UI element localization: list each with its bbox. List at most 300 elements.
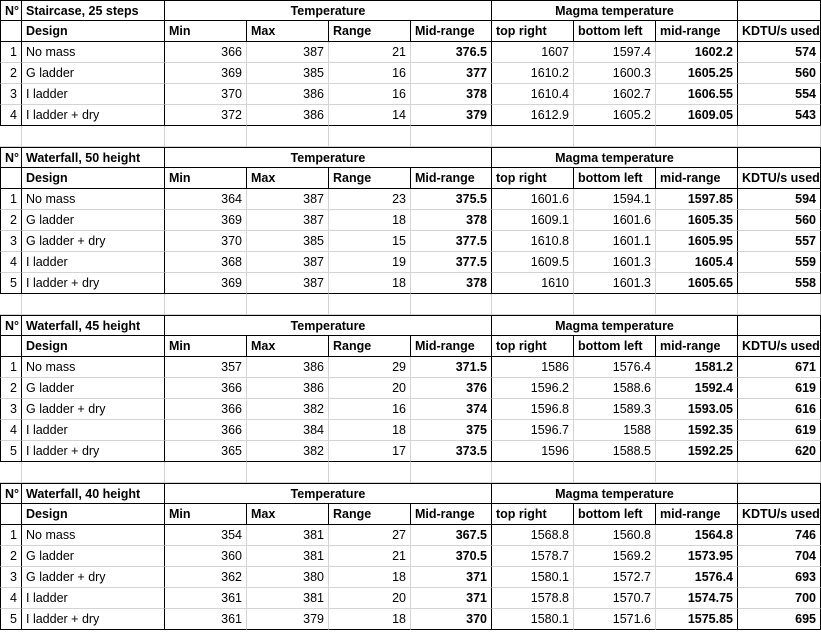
cell-n[interactable]: 3 xyxy=(0,84,22,105)
cell-range[interactable]: 20 xyxy=(329,378,411,399)
cell-mag-mid[interactable]: 1602.2 xyxy=(656,42,738,63)
table-row xyxy=(0,231,821,252)
kdtu-group-header[interactable] xyxy=(738,147,821,168)
column-header-n[interactable] xyxy=(0,168,22,189)
cell-bottom-left[interactable]: 1571.6 xyxy=(574,609,656,630)
cell-kdtu[interactable]: 543 xyxy=(738,105,821,126)
cell-bottom-left[interactable]: 1594.1 xyxy=(574,189,656,210)
cell-kdtu[interactable]: 616 xyxy=(738,399,821,420)
cell-bottom-left[interactable]: 1589.3 xyxy=(574,399,656,420)
column-header-design[interactable]: Design xyxy=(22,504,165,525)
cell-bottom-left[interactable]: 1601.3 xyxy=(574,252,656,273)
column-header-design[interactable]: Design xyxy=(22,168,165,189)
cell-mag-mid[interactable]: 1605.35 xyxy=(656,210,738,231)
cell-n[interactable]: 3 xyxy=(0,231,22,252)
cell-range[interactable]: 18 xyxy=(329,420,411,441)
cell-n[interactable]: 2 xyxy=(0,546,22,567)
column-header-design[interactable]: Design xyxy=(22,336,165,357)
cell-mag-mid[interactable]: 1609.05 xyxy=(656,105,738,126)
blank-cell[interactable] xyxy=(165,126,247,147)
temperature-group-header[interactable]: Temperature xyxy=(165,147,492,168)
cell-mag-mid[interactable]: 1605.65 xyxy=(656,273,738,294)
cell-max[interactable]: 381 xyxy=(247,588,329,609)
magma-temperature-group-header[interactable]: Magma temperature xyxy=(492,147,738,168)
table-row xyxy=(0,189,821,210)
cell-mag-mid[interactable]: 1576.4 xyxy=(656,567,738,588)
cell-min[interactable]: 365 xyxy=(165,441,247,462)
column-header-mag-mid[interactable]: mid-range xyxy=(656,336,738,357)
magma-temperature-group-header[interactable]: Magma temperature xyxy=(492,0,738,21)
column-header-mid[interactable]: Mid-range xyxy=(411,168,492,189)
cell-kdtu[interactable]: 693 xyxy=(738,567,821,588)
cell-range[interactable]: 23 xyxy=(329,189,411,210)
cell-range[interactable]: 14 xyxy=(329,105,411,126)
cell-mid[interactable]: 373.5 xyxy=(411,441,492,462)
cell-max[interactable]: 382 xyxy=(247,399,329,420)
cell-bottom-left[interactable]: 1600.3 xyxy=(574,63,656,84)
temperature-group-header[interactable]: Temperature xyxy=(165,315,492,336)
kdtu-group-header[interactable] xyxy=(738,0,821,21)
cell-kdtu[interactable]: 558 xyxy=(738,273,821,294)
column-header-kdtu[interactable]: KDTU/s used xyxy=(738,168,821,189)
section-title[interactable]: Waterfall, 40 height xyxy=(22,483,165,504)
cell-min[interactable]: 364 xyxy=(165,189,247,210)
blank-cell[interactable] xyxy=(738,126,821,147)
cell-top-right[interactable]: 1610.4 xyxy=(492,84,574,105)
cell-bottom-left[interactable]: 1601.6 xyxy=(574,210,656,231)
cell-mag-mid[interactable]: 1564.8 xyxy=(656,525,738,546)
column-header-n[interactable]: N° xyxy=(0,315,22,336)
blank-cell[interactable] xyxy=(165,294,247,315)
cell-mid[interactable]: 377 xyxy=(411,63,492,84)
cell-range[interactable]: 21 xyxy=(329,546,411,567)
table-row xyxy=(0,420,821,441)
column-header-range[interactable]: Range xyxy=(329,168,411,189)
cell-n[interactable]: 3 xyxy=(0,567,22,588)
cell-n[interactable]: 1 xyxy=(0,189,22,210)
cell-mid[interactable]: 371 xyxy=(411,567,492,588)
column-header-bottom-left[interactable]: bottom left xyxy=(574,168,656,189)
cell-design[interactable]: No mass xyxy=(22,42,165,63)
column-header-min[interactable]: Min xyxy=(165,336,247,357)
column-header-row xyxy=(0,168,821,189)
cell-mag-mid[interactable]: 1605.95 xyxy=(656,231,738,252)
cell-top-right[interactable]: 1609.5 xyxy=(492,252,574,273)
cell-design[interactable]: I ladder xyxy=(22,420,165,441)
cell-range[interactable]: 15 xyxy=(329,231,411,252)
cell-min[interactable]: 370 xyxy=(165,84,247,105)
section-title-row xyxy=(0,0,821,21)
cell-min[interactable]: 369 xyxy=(165,63,247,84)
cell-kdtu[interactable]: 559 xyxy=(738,252,821,273)
cell-design[interactable]: I ladder xyxy=(22,84,165,105)
cell-top-right[interactable]: 1578.7 xyxy=(492,546,574,567)
column-header-row xyxy=(0,21,821,42)
column-header-mag-mid[interactable]: mid-range xyxy=(656,21,738,42)
table-row xyxy=(0,357,821,378)
cell-mag-mid[interactable]: 1574.75 xyxy=(656,588,738,609)
cell-mid[interactable]: 375 xyxy=(411,420,492,441)
cell-bottom-left[interactable]: 1588.5 xyxy=(574,441,656,462)
blank-cell[interactable] xyxy=(574,294,656,315)
blank-cell[interactable] xyxy=(329,462,411,483)
cell-design[interactable]: No mass xyxy=(22,189,165,210)
cell-n[interactable]: 5 xyxy=(0,273,22,294)
table-row xyxy=(0,567,821,588)
cell-range[interactable]: 16 xyxy=(329,84,411,105)
cell-mid[interactable]: 378 xyxy=(411,210,492,231)
blank-cell[interactable] xyxy=(492,126,574,147)
cell-design[interactable]: I ladder xyxy=(22,588,165,609)
cell-design[interactable]: I ladder + dry xyxy=(22,609,165,630)
cell-mag-mid[interactable]: 1592.4 xyxy=(656,378,738,399)
cell-bottom-left[interactable]: 1601.3 xyxy=(574,273,656,294)
cell-design[interactable]: I ladder + dry xyxy=(22,441,165,462)
cell-min[interactable]: 362 xyxy=(165,567,247,588)
section-title[interactable]: Staircase, 25 steps xyxy=(22,0,165,21)
cell-mag-mid[interactable]: 1605.25 xyxy=(656,63,738,84)
cell-max[interactable]: 385 xyxy=(247,231,329,252)
cell-mid[interactable]: 371 xyxy=(411,588,492,609)
cell-top-right[interactable]: 1601.6 xyxy=(492,189,574,210)
cell-top-right[interactable]: 1596.8 xyxy=(492,399,574,420)
blank-cell[interactable] xyxy=(329,294,411,315)
cell-kdtu[interactable]: 620 xyxy=(738,441,821,462)
cell-n[interactable]: 5 xyxy=(0,441,22,462)
cell-mid[interactable]: 371.5 xyxy=(411,357,492,378)
cell-max[interactable]: 386 xyxy=(247,105,329,126)
column-header-max[interactable]: Max xyxy=(247,504,329,525)
cell-range[interactable]: 18 xyxy=(329,210,411,231)
cell-min[interactable]: 370 xyxy=(165,231,247,252)
column-header-range[interactable]: Range xyxy=(329,336,411,357)
column-header-max[interactable]: Max xyxy=(247,336,329,357)
blank-row xyxy=(0,294,821,315)
column-header-range[interactable]: Range xyxy=(329,21,411,42)
cell-range[interactable]: 17 xyxy=(329,441,411,462)
cell-top-right[interactable]: 1578.8 xyxy=(492,588,574,609)
blank-cell[interactable] xyxy=(329,126,411,147)
cell-design[interactable]: G ladder + dry xyxy=(22,399,165,420)
cell-max[interactable]: 387 xyxy=(247,273,329,294)
blank-cell[interactable] xyxy=(574,126,656,147)
cell-min[interactable]: 366 xyxy=(165,420,247,441)
table-row xyxy=(0,105,821,126)
blank-cell[interactable] xyxy=(247,462,329,483)
blank-cell[interactable] xyxy=(492,462,574,483)
blank-cell[interactable] xyxy=(22,462,165,483)
cell-top-right[interactable]: 1610 xyxy=(492,273,574,294)
blank-cell[interactable] xyxy=(656,126,738,147)
column-header-mid[interactable]: Mid-range xyxy=(411,21,492,42)
cell-design[interactable]: I ladder + dry xyxy=(22,105,165,126)
cell-max[interactable]: 386 xyxy=(247,378,329,399)
cell-max[interactable]: 381 xyxy=(247,525,329,546)
table-row xyxy=(0,42,821,63)
cell-range[interactable]: 18 xyxy=(329,609,411,630)
table-row xyxy=(0,252,821,273)
cell-design[interactable]: G ladder + dry xyxy=(22,231,165,252)
cell-bottom-left[interactable]: 1597.4 xyxy=(574,42,656,63)
cell-mag-mid[interactable]: 1573.95 xyxy=(656,546,738,567)
table-row xyxy=(0,273,821,294)
cell-mid[interactable]: 374 xyxy=(411,399,492,420)
column-header-bottom-left[interactable]: bottom left xyxy=(574,21,656,42)
column-header-kdtu[interactable]: KDTU/s used xyxy=(738,336,821,357)
cell-bottom-left[interactable]: 1601.1 xyxy=(574,231,656,252)
cell-max[interactable]: 387 xyxy=(247,210,329,231)
column-header-mag-mid[interactable]: mid-range xyxy=(656,504,738,525)
cell-top-right[interactable]: 1596.7 xyxy=(492,420,574,441)
cell-min[interactable]: 357 xyxy=(165,357,247,378)
cell-top-right[interactable]: 1568.8 xyxy=(492,525,574,546)
column-header-mid[interactable]: Mid-range xyxy=(411,336,492,357)
section-title[interactable]: Waterfall, 45 height xyxy=(22,315,165,336)
cell-bottom-left[interactable]: 1588 xyxy=(574,420,656,441)
cell-max[interactable]: 381 xyxy=(247,546,329,567)
cell-kdtu[interactable]: 560 xyxy=(738,63,821,84)
cell-mid[interactable]: 376 xyxy=(411,378,492,399)
cell-mid[interactable]: 376.5 xyxy=(411,42,492,63)
temperature-group-header[interactable]: Temperature xyxy=(165,483,492,504)
cell-range[interactable]: 18 xyxy=(329,273,411,294)
cell-min[interactable]: 360 xyxy=(165,546,247,567)
cell-range[interactable]: 16 xyxy=(329,399,411,420)
cell-top-right[interactable]: 1586 xyxy=(492,357,574,378)
cell-kdtu[interactable]: 619 xyxy=(738,420,821,441)
cell-min[interactable]: 366 xyxy=(165,399,247,420)
blank-cell[interactable] xyxy=(0,294,22,315)
column-header-mid[interactable]: Mid-range xyxy=(411,504,492,525)
cell-max[interactable]: 387 xyxy=(247,252,329,273)
cell-n[interactable]: 1 xyxy=(0,42,22,63)
cell-mid[interactable]: 367.5 xyxy=(411,525,492,546)
column-header-bottom-left[interactable]: bottom left xyxy=(574,336,656,357)
cell-n[interactable]: 1 xyxy=(0,525,22,546)
cell-mid[interactable]: 370 xyxy=(411,609,492,630)
cell-range[interactable]: 29 xyxy=(329,357,411,378)
table-row xyxy=(0,588,821,609)
blank-cell[interactable] xyxy=(247,126,329,147)
table-row xyxy=(0,441,821,462)
cell-design[interactable]: G ladder xyxy=(22,546,165,567)
column-header-row xyxy=(0,504,821,525)
cell-kdtu[interactable]: 594 xyxy=(738,189,821,210)
cell-top-right[interactable]: 1580.1 xyxy=(492,567,574,588)
cell-range[interactable]: 19 xyxy=(329,252,411,273)
column-header-top-right[interactable]: top right xyxy=(492,21,574,42)
cell-design[interactable]: G ladder xyxy=(22,210,165,231)
cell-min[interactable]: 361 xyxy=(165,588,247,609)
cell-min[interactable]: 366 xyxy=(165,378,247,399)
blank-cell[interactable] xyxy=(165,462,247,483)
cell-min[interactable]: 366 xyxy=(165,42,247,63)
cell-kdtu[interactable]: 671 xyxy=(738,357,821,378)
cell-kdtu[interactable]: 695 xyxy=(738,609,821,630)
cell-kdtu[interactable]: 557 xyxy=(738,231,821,252)
blank-cell[interactable] xyxy=(656,294,738,315)
cell-range[interactable]: 27 xyxy=(329,525,411,546)
cell-n[interactable]: 1 xyxy=(0,357,22,378)
cell-top-right[interactable]: 1609.1 xyxy=(492,210,574,231)
column-header-n[interactable]: N° xyxy=(0,0,22,21)
blank-cell[interactable] xyxy=(22,126,165,147)
cell-max[interactable]: 387 xyxy=(247,189,329,210)
column-header-mag-mid[interactable]: mid-range xyxy=(656,168,738,189)
cell-bottom-left[interactable]: 1588.6 xyxy=(574,378,656,399)
cell-max[interactable]: 386 xyxy=(247,84,329,105)
column-header-max[interactable]: Max xyxy=(247,21,329,42)
cell-kdtu[interactable]: 746 xyxy=(738,525,821,546)
cell-min[interactable]: 372 xyxy=(165,105,247,126)
cell-mid[interactable]: 378 xyxy=(411,84,492,105)
cell-top-right[interactable]: 1596 xyxy=(492,441,574,462)
cell-kdtu[interactable]: 704 xyxy=(738,546,821,567)
section-title-row xyxy=(0,483,821,504)
column-header-top-right[interactable]: top right xyxy=(492,336,574,357)
section-title[interactable]: Waterfall, 50 height xyxy=(22,147,165,168)
blank-cell[interactable] xyxy=(22,294,165,315)
cell-max[interactable]: 386 xyxy=(247,357,329,378)
cell-mag-mid[interactable]: 1597.85 xyxy=(656,189,738,210)
cell-n[interactable]: 4 xyxy=(0,252,22,273)
cell-mid[interactable]: 378 xyxy=(411,273,492,294)
cell-mid[interactable]: 375.5 xyxy=(411,189,492,210)
cell-mag-mid[interactable]: 1593.05 xyxy=(656,399,738,420)
cell-n[interactable]: 4 xyxy=(0,588,22,609)
cell-top-right[interactable]: 1612.9 xyxy=(492,105,574,126)
cell-max[interactable]: 385 xyxy=(247,63,329,84)
cell-range[interactable]: 18 xyxy=(329,567,411,588)
cell-max[interactable]: 379 xyxy=(247,609,329,630)
cell-n[interactable]: 5 xyxy=(0,609,22,630)
kdtu-group-header[interactable] xyxy=(738,315,821,336)
cell-n[interactable]: 2 xyxy=(0,63,22,84)
cell-top-right[interactable]: 1580.1 xyxy=(492,609,574,630)
column-header-top-right[interactable]: top right xyxy=(492,168,574,189)
blank-cell[interactable] xyxy=(492,294,574,315)
column-header-n[interactable]: N° xyxy=(0,147,22,168)
kdtu-group-header[interactable] xyxy=(738,483,821,504)
blank-cell[interactable] xyxy=(656,462,738,483)
column-header-kdtu[interactable]: KDTU/s used xyxy=(738,21,821,42)
temperature-group-header[interactable]: Temperature xyxy=(165,0,492,21)
cell-mag-mid[interactable]: 1605.4 xyxy=(656,252,738,273)
column-header-range[interactable]: Range xyxy=(329,504,411,525)
cell-min[interactable]: 368 xyxy=(165,252,247,273)
column-header-n[interactable]: N° xyxy=(0,483,22,504)
cell-min[interactable]: 369 xyxy=(165,210,247,231)
cell-n[interactable]: 2 xyxy=(0,378,22,399)
column-header-min[interactable]: Min xyxy=(165,504,247,525)
cell-bottom-left[interactable]: 1602.7 xyxy=(574,84,656,105)
column-header-min[interactable]: Min xyxy=(165,168,247,189)
blank-cell[interactable] xyxy=(411,462,492,483)
column-header-n[interactable] xyxy=(0,504,22,525)
cell-mag-mid[interactable]: 1606.55 xyxy=(656,84,738,105)
cell-mid[interactable]: 377.5 xyxy=(411,231,492,252)
cell-max[interactable]: 380 xyxy=(247,567,329,588)
table-row xyxy=(0,525,821,546)
cell-n[interactable]: 4 xyxy=(0,105,22,126)
column-header-n[interactable] xyxy=(0,21,22,42)
cell-design[interactable]: I ladder + dry xyxy=(22,273,165,294)
cell-kdtu[interactable]: 619 xyxy=(738,378,821,399)
blank-cell[interactable] xyxy=(411,126,492,147)
cell-top-right[interactable]: 1610.8 xyxy=(492,231,574,252)
cell-mag-mid[interactable]: 1575.85 xyxy=(656,609,738,630)
column-header-min[interactable]: Min xyxy=(165,21,247,42)
column-header-design[interactable]: Design xyxy=(22,21,165,42)
blank-cell[interactable] xyxy=(0,462,22,483)
column-header-n[interactable] xyxy=(0,336,22,357)
cell-range[interactable]: 20 xyxy=(329,588,411,609)
cell-mid[interactable]: 370.5 xyxy=(411,546,492,567)
magma-temperature-group-header[interactable]: Magma temperature xyxy=(492,483,738,504)
column-header-max[interactable]: Max xyxy=(247,168,329,189)
table-row xyxy=(0,378,821,399)
cell-design[interactable]: No mass xyxy=(22,525,165,546)
cell-range[interactable]: 16 xyxy=(329,63,411,84)
blank-cell[interactable] xyxy=(0,126,22,147)
blank-cell[interactable] xyxy=(411,294,492,315)
cell-max[interactable]: 384 xyxy=(247,420,329,441)
cell-n[interactable]: 3 xyxy=(0,399,22,420)
column-header-top-right[interactable]: top right xyxy=(492,504,574,525)
cell-min[interactable]: 361 xyxy=(165,609,247,630)
table-row xyxy=(0,609,821,630)
cell-kdtu[interactable]: 560 xyxy=(738,210,821,231)
cell-bottom-left[interactable]: 1605.2 xyxy=(574,105,656,126)
cell-mid[interactable]: 377.5 xyxy=(411,252,492,273)
cell-design[interactable]: G ladder + dry xyxy=(22,567,165,588)
magma-temperature-group-header[interactable]: Magma temperature xyxy=(492,315,738,336)
cell-bottom-left[interactable]: 1569.2 xyxy=(574,546,656,567)
column-header-kdtu[interactable]: KDTU/s used xyxy=(738,504,821,525)
cell-bottom-left[interactable]: 1576.4 xyxy=(574,357,656,378)
cell-min[interactable]: 369 xyxy=(165,273,247,294)
cell-top-right[interactable]: 1596.2 xyxy=(492,378,574,399)
cell-n[interactable]: 4 xyxy=(0,420,22,441)
cell-top-right[interactable]: 1607 xyxy=(492,42,574,63)
cell-bottom-left[interactable]: 1560.8 xyxy=(574,525,656,546)
cell-design[interactable]: G ladder xyxy=(22,378,165,399)
cell-n[interactable]: 2 xyxy=(0,210,22,231)
cell-mag-mid[interactable]: 1581.2 xyxy=(656,357,738,378)
cell-kdtu[interactable]: 554 xyxy=(738,84,821,105)
cell-bottom-left[interactable]: 1570.7 xyxy=(574,588,656,609)
cell-mag-mid[interactable]: 1592.25 xyxy=(656,441,738,462)
column-header-bottom-left[interactable]: bottom left xyxy=(574,504,656,525)
blank-cell[interactable] xyxy=(247,294,329,315)
blank-cell[interactable] xyxy=(738,462,821,483)
cell-design[interactable]: G ladder xyxy=(22,63,165,84)
cell-min[interactable]: 354 xyxy=(165,525,247,546)
cell-mid[interactable]: 379 xyxy=(411,105,492,126)
cell-bottom-left[interactable]: 1572.7 xyxy=(574,567,656,588)
cell-range[interactable]: 21 xyxy=(329,42,411,63)
cell-design[interactable]: No mass xyxy=(22,357,165,378)
cell-max[interactable]: 382 xyxy=(247,441,329,462)
cell-mag-mid[interactable]: 1592.35 xyxy=(656,420,738,441)
cell-design[interactable]: I ladder xyxy=(22,252,165,273)
cell-max[interactable]: 387 xyxy=(247,42,329,63)
cell-top-right[interactable]: 1610.2 xyxy=(492,63,574,84)
cell-kdtu[interactable]: 574 xyxy=(738,42,821,63)
blank-cell[interactable] xyxy=(574,462,656,483)
blank-cell[interactable] xyxy=(738,294,821,315)
cell-kdtu[interactable]: 700 xyxy=(738,588,821,609)
